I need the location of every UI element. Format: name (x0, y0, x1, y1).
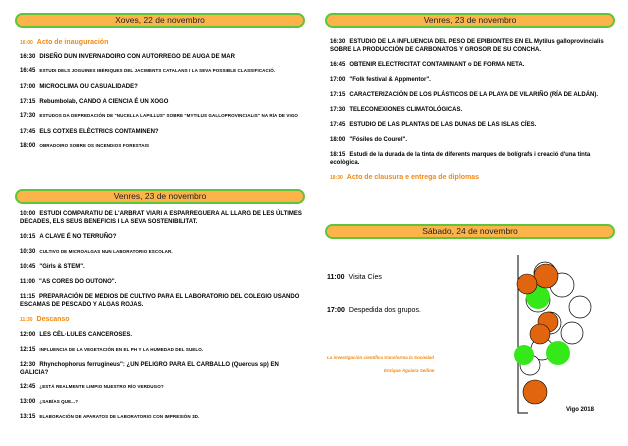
schedule-item (20, 361, 302, 377)
schedule-title: ESTUDI DELS JOGUINES IBÈRIQUES DEL JACIMENTS CATALANS I LA SEVA POSSIBLE CLASSIFICACIÓ. (39, 68, 276, 73)
schedule-title: Acto de clausura e entrega de diplomas (346, 174, 480, 181)
header-friday-morning: Venres, 23 de novembro (15, 189, 305, 204)
schedule-title: ESTUDI COMPARATIU DE L'ARBRAT VIARI A ESPARREGUERA AL LLARG DE LES ÚLTIMES DECADES, ELS SEUS BENEFICIS I LA SEVA SOSTENIBILITAT. (20, 211, 302, 225)
schedule-time: 12:45 (20, 384, 36, 390)
thursday-schedule (20, 39, 302, 150)
footer-vigo: Vigo 2018 (566, 407, 594, 413)
schedule-time: 12:30 (20, 362, 36, 368)
header-saturday: Sábado, 24 de novembro (325, 224, 615, 239)
schedule-time: 11:00 (20, 279, 36, 285)
schedule-title: INFLUENCIA DE LA VEGETACIÓN EN EL PH Y LA HUMEDAD DEL SUELO. (39, 347, 204, 352)
schedule-time: 17:15 (20, 99, 36, 105)
schedule-item (20, 39, 302, 47)
schedule-time: 12:15 (20, 347, 36, 353)
schedule-title: Acto de inauguración (36, 39, 109, 46)
schedule-title: CULTIVO DE MICROALGAS NUN LABORATORIO ESCOLAR. (39, 249, 173, 254)
schedule-time: 18:00 (20, 143, 36, 149)
header-friday-afternoon: Venres, 23 de novembro (325, 13, 615, 28)
schedule-time: 16:00 (20, 40, 33, 46)
schedule-item (20, 83, 302, 91)
schedule-time: 11:30 (20, 317, 33, 323)
schedule-time: 18:30 (330, 175, 343, 181)
schedule-item (330, 76, 612, 84)
saturday-item-2: 17:00 Despedida dos grupos. (327, 307, 421, 314)
schedule-title: Descanso (36, 316, 70, 323)
schedule-title: ESTUDIO DE LAS PLANTAS DE LAS DUNAS DE LAS ISLAS CÍES. (349, 122, 537, 128)
schedule-time: 13:00 (20, 399, 36, 405)
schedule-title: Rebumbolab, CANDO A CIENCIA É UN XOGO (39, 99, 169, 105)
schedule-item (20, 67, 302, 75)
schedule-time: 17:00 (330, 77, 346, 83)
schedule-title: TELECONEXIONES CLIMATOLÓGICAS. (349, 107, 463, 113)
schedule-title: Estudi de la durada de la tinta de diferents marques de bolígrafs i creació d'una tinta ecològica. (330, 152, 591, 166)
schedule-title: ESTUDOS DA DEPREDACIÓN DE "NUCELLA LAPILLUS" SOBRE "MYTILUS GALLOPROVINCIALIS" NA RÍA DE VIGO (39, 113, 299, 118)
schedule-time: 18:15 (330, 152, 346, 158)
schedule-time: 16:45 (20, 68, 36, 74)
schedule-title: A CLAVE É NO TERRUÑO? (39, 234, 117, 240)
schedule-time: 16:30 (330, 39, 346, 45)
molecule-illustration (500, 225, 610, 420)
schedule-item (20, 233, 302, 241)
schedule-item (330, 106, 612, 114)
schedule-item (20, 413, 302, 421)
schedule-time: 16:30 (20, 54, 36, 60)
schedule-time: 18:00 (330, 137, 346, 143)
schedule-item (20, 398, 302, 406)
schedule-item (20, 248, 302, 256)
schedule-time: 13:15 (20, 414, 36, 420)
schedule-item (20, 383, 302, 391)
schedule-item (330, 91, 612, 99)
schedule-time: 17:15 (330, 92, 346, 98)
schedule-title: DISEÑO DUN INVERNADOIRO CON AUTORREGO DE AUGA DE MAR (39, 54, 235, 60)
ball-green (514, 345, 534, 365)
schedule-item (330, 174, 612, 182)
schedule-time: 17:00 (20, 84, 36, 90)
schedule-item (20, 263, 302, 271)
ball-green (546, 341, 570, 365)
schedule-item (330, 151, 612, 167)
schedule-item (20, 112, 302, 120)
schedule-title: MICROCLIMA OU CASUALIDADE? (39, 84, 138, 90)
saturday-item-1: 11:00 Visita Cíes (327, 274, 382, 281)
schedule-time: 10:15 (20, 234, 36, 240)
friday-afternoon-schedule (330, 38, 612, 182)
schedule-title: "Girls & STEM". (39, 264, 85, 270)
ball-orange (517, 274, 537, 294)
schedule-item (20, 293, 302, 309)
schedule-title: ELABORACIÓN DE APARATOS DE LABORATORIO CON IMPRESIÓN 3D. (39, 414, 200, 419)
schedule-time: 12:00 (20, 332, 36, 338)
schedule-time: 10:30 (20, 249, 36, 255)
schedule-time: 10:00 (20, 211, 36, 217)
schedule-item (20, 346, 302, 354)
schedule-item (330, 38, 612, 54)
schedule-title: ¿ESTÁ REALMENTE LIMPIO NUESTRO RÍO VERDUGO? (39, 384, 164, 389)
schedule-title: "AS CORES DO OUTONO". (39, 279, 117, 285)
ball-white (569, 296, 591, 318)
quote-author: Enrique Aguiara Seiline (384, 368, 435, 373)
ball-orange (530, 324, 550, 344)
schedule-time: 17:30 (20, 113, 36, 119)
schedule-time: 16:45 (330, 62, 346, 68)
friday-morning-schedule (20, 210, 302, 421)
schedule-item (330, 121, 612, 129)
schedule-title: PREPARACIÓN DE MEDIOS DE CULTIVO PARA EL LABORATORIO DEL COLEGIO USANDO ESCAMAS DE PESCADO Y ALGAS ROJAS. (20, 294, 300, 308)
schedule-title: OBTENIR ELECTRICITAT CONTAMINANT o DE FORMA NETA. (349, 62, 525, 68)
header-thursday: Xoves, 22 de novembro (15, 13, 305, 28)
schedule-title: Rhynchophorus ferrugineus": ¿UN PELIGRO PARA EL CARBALLO (Quercus sp) EN GALICIA? (20, 362, 279, 376)
schedule-time: 11:15 (20, 294, 36, 300)
schedule-item (20, 210, 302, 226)
schedule-title: ESTUDIO DE LA INFLUENCIA DEL PESO DE EPIBIONTES EN EL Mytilus galloprovincialis SOBRE LA PRODUCCIÓN DE CARBONATOS Y GROSOR DE SU CONCHA. (330, 39, 604, 53)
schedule-time: 10:45 (20, 264, 36, 270)
ball-orange (523, 380, 547, 404)
schedule-title: ¿SABÍAS QUE...? (39, 399, 79, 404)
schedule-item (20, 278, 302, 286)
schedule-title: "Fósiles do Courel". (349, 137, 408, 143)
schedule-item (20, 128, 302, 136)
schedule-time: 17:30 (330, 107, 346, 113)
quote-text: La investigación científica transforma la Sociedad (327, 355, 435, 360)
schedule-item (20, 53, 302, 61)
schedule-title: OBRADOIRO SOBRE OS INCENDIOS FORESTAIS (39, 143, 150, 148)
schedule-item (20, 331, 302, 339)
ball-white (561, 322, 583, 344)
schedule-title: "Folk festival & Appmentor". (349, 77, 431, 83)
schedule-item (20, 98, 302, 106)
schedule-time: 17:45 (330, 122, 346, 128)
schedule-title: ELS COTXES ELÈCTRICS CONTAMINEN? (39, 129, 159, 135)
ball-orange (534, 264, 558, 288)
schedule-title: CARACTERIZACIÓN DE LOS PLÁSTICOS DE LA PLAYA DE VILARIÑO (RÍA DE ALDÁN). (349, 92, 599, 98)
schedule-title: LES CÈL·LULES CANCEROSES. (39, 332, 133, 338)
schedule-item (330, 136, 612, 144)
schedule-time: 17:45 (20, 129, 36, 135)
schedule-item (330, 61, 612, 69)
schedule-item (20, 316, 302, 324)
schedule-item (20, 142, 302, 150)
